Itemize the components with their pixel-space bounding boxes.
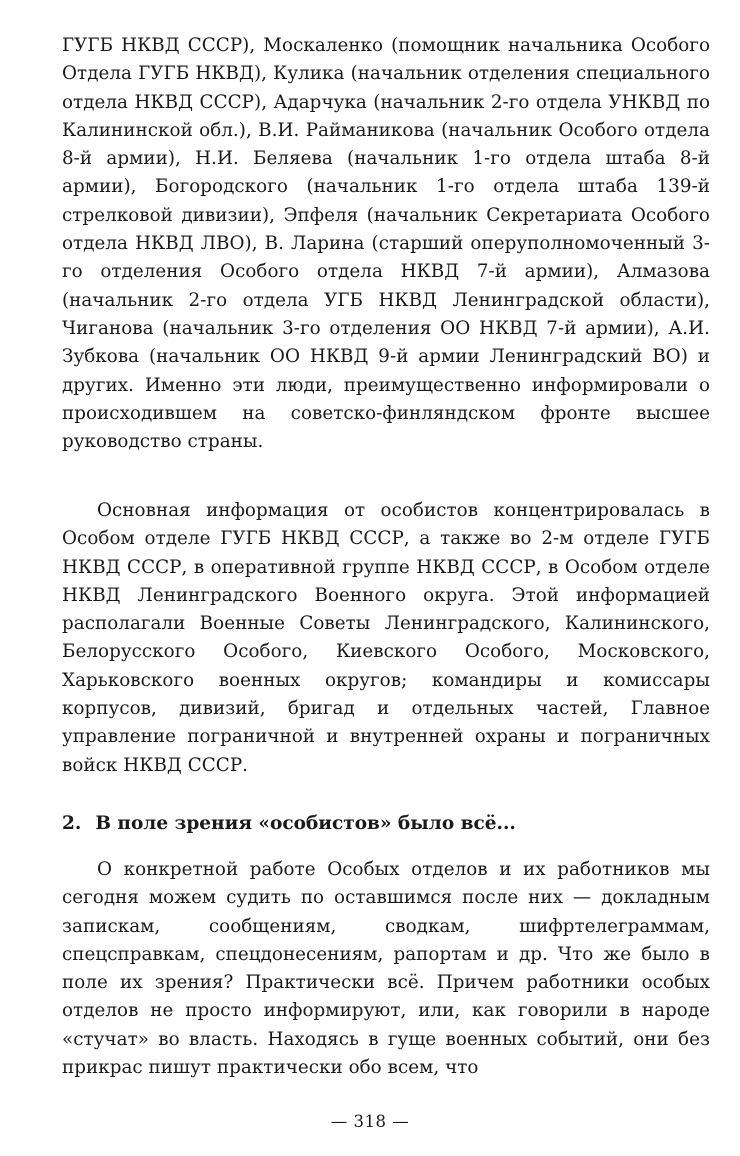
- paragraph-special-departments-work: О конкретной работе Особых отделов и их работников мы сегодня можем судить по оставшимся после них — докладным запискам, сообщениям, сводкам, шифртелеграммам, спецсправкам, спецдонесениям, рапортам и др. Что же было в поле их зрения? Практически всё. Причем работники особых отделов не просто информируют, или, как говорили в народе «стучат» во власть. Находясь в гуще военных событий, они без прикрас пишут практически обо всем, что: [62, 859, 710, 1079]
- section-number: 2.: [62, 813, 82, 834]
- section-heading: [62, 810, 710, 838]
- paragraph-information-flow: Основная информация от особистов концентрировалась в Особом отделе ГУГБ НКВД СССР, а также во 2-м отделе ГУГБ НКВД СССР, в оперативной группе НКВД СССР, в Особом отделе НКВД Ленинградского Военного округа. Этой информацией располагали Военные Советы Ленинградского, Калининского, Белорусского Особого, Киевского Особого, Московского, Харьковского военных округов; командиры и комиссары корпусов, дивизий, бригад и отдельных частей, Главное управление пограничной и внутренней охраны и пограничных войск НКВД СССР.: [62, 500, 710, 776]
- section-title: В поле зрения «особистов» было всё...: [95, 813, 516, 834]
- paragraph-officials-list: ГУГБ НКВД СССР), Москаленко (помощник начальника Особого Отдела ГУГБ НКВД), Кулика (начальник отделения специального отдела НКВД СССР), Адарчука (начальник 2-го отдела УНКВД по Калининской обл.), В.И. Райманикова (начальник Особого отдела 8-й армии), Н.И. Беляева (начальник 1-го отдела штаба 8-й армии), Богородского (начальник 1-го отдела штаба 139-й стрелковой дивизии), Эпфеля (начальник Секретариата Особого отдела НКВД ЛВО), В. Ларина (старший оперуполномоченный 3-го отделения Особого отдела НКВД 7-й армии), Алмазова (начальник 2-го отдела УГБ НКВД Ленинградской области), Чиганова (начальник 3-го отделения ОО НКВД 7-й армии), А.И. Зубкова (начальник ОО НКВД 9-й армии Ленинградский ВО) и других. Именно эти люди, преимущественно информировали о происходившем на советско-финляндском фронте высшее руководство страны.: [62, 35, 710, 453]
- page-number: — 318 —: [330, 1112, 410, 1131]
- book-page: [62, 32, 710, 1082]
